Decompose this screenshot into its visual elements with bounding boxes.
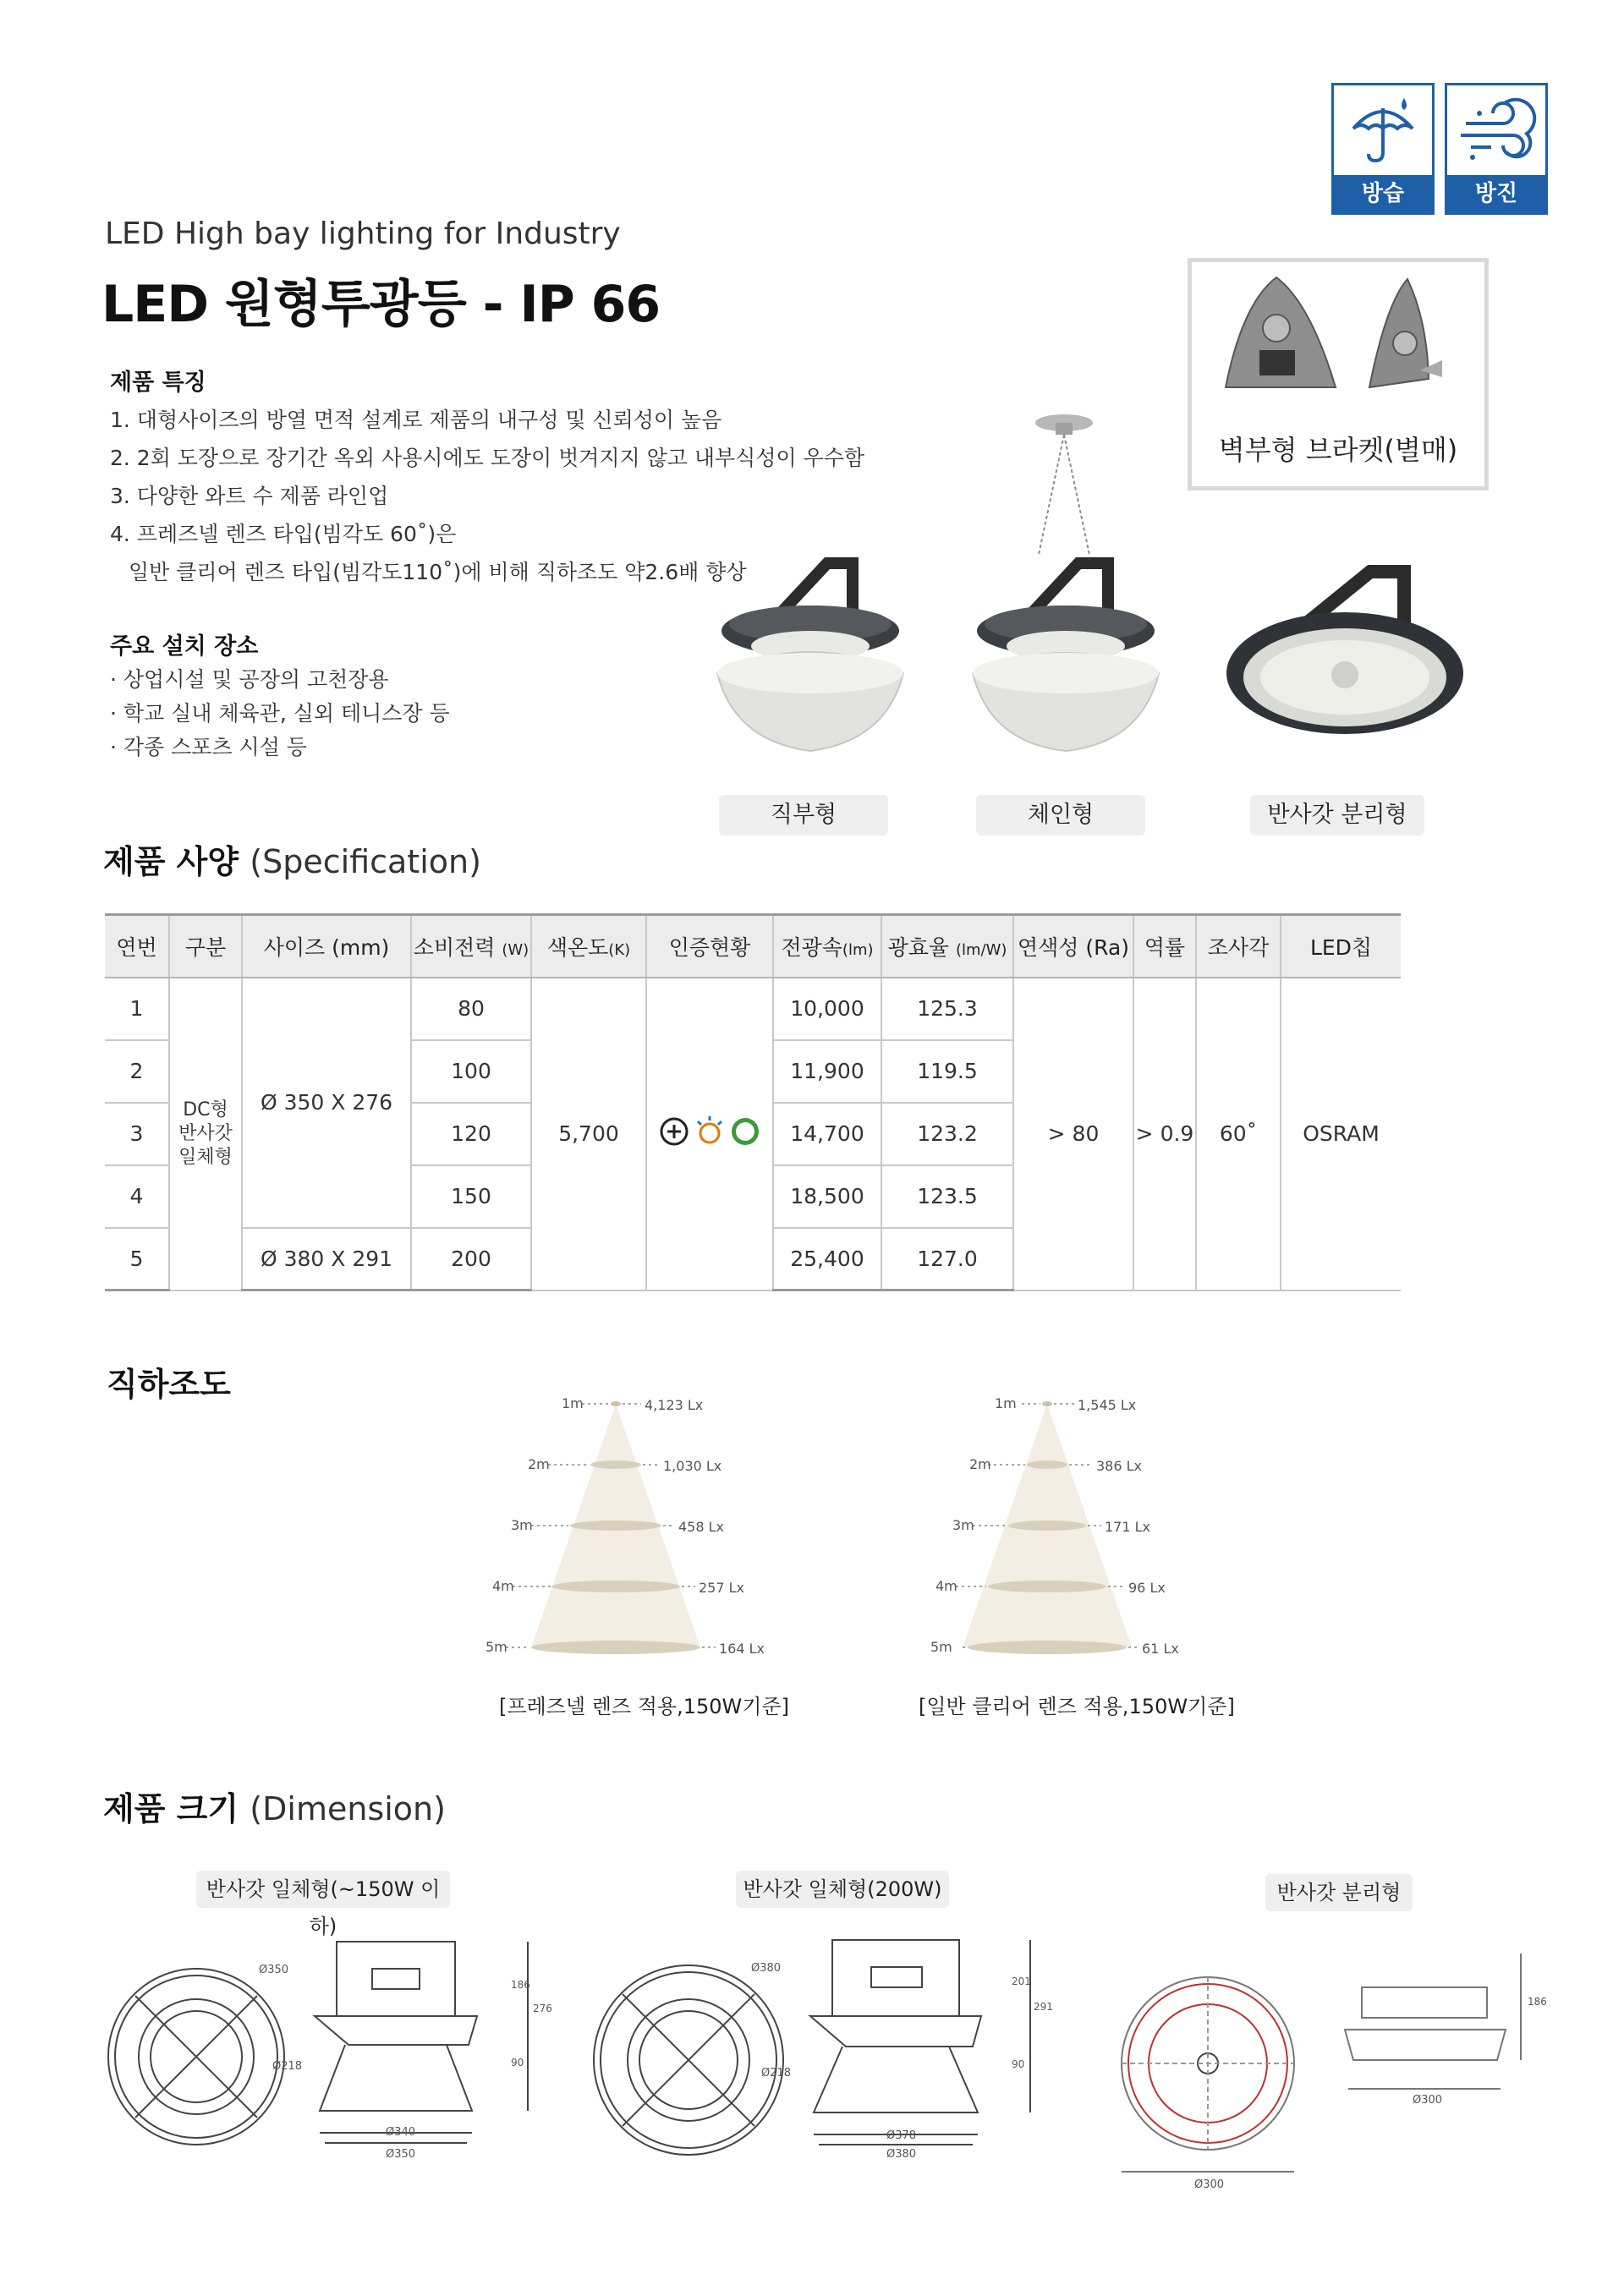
dimension-label: Ø218 xyxy=(761,2067,792,2080)
distance-label: 3m xyxy=(952,1517,974,1533)
list-item: · 각종 스포츠 시설 등 xyxy=(110,735,307,759)
col-header: 광효율 (lm/W) xyxy=(881,915,1013,978)
dimension-label: 90 xyxy=(511,2057,524,2069)
cell-power: 120 xyxy=(411,1103,531,1165)
col-header: 색온도(K) xyxy=(531,915,646,978)
wall-bracket-panel xyxy=(1188,258,1489,490)
col-header: LED칩 xyxy=(1281,915,1401,978)
fresnel-illuminance-cone xyxy=(0,1387,1624,1674)
dimension-label: Ø350 xyxy=(386,2148,416,2161)
dimension-label: Ø380 xyxy=(886,2148,917,2161)
cell-eff: 123.5 xyxy=(881,1165,1013,1228)
cell-chip: OSRAM xyxy=(1281,978,1401,1290)
dimension-label: 186 xyxy=(511,1979,530,1991)
product-label: 체인형 xyxy=(976,795,1145,836)
illuminance-caption: [프레즈넬 렌즈 적용,150W기준] xyxy=(499,1695,789,1718)
badge-label: 방습 xyxy=(1334,175,1432,212)
col-header: 소비전력 (W) xyxy=(411,915,531,978)
product-label: 반사갓 분리형 xyxy=(1250,795,1424,836)
distance-label: 5m xyxy=(930,1639,952,1655)
dimension-heading-en: (Dimension) xyxy=(250,1790,446,1827)
places-heading: 주요 설치 장소 xyxy=(110,633,259,660)
cell-eff: 127.0 xyxy=(881,1228,1013,1290)
distance-label: 4m xyxy=(492,1578,514,1594)
chain-mount-luminaire-image xyxy=(939,411,1193,758)
cell-type: DC형 반사갓 일체형 xyxy=(169,978,242,1290)
cell-flux: 11,900 xyxy=(773,1040,881,1103)
dimension-label: Ø218 xyxy=(272,2060,303,2073)
cell-no: 5 xyxy=(105,1228,169,1290)
product-label: 직부형 xyxy=(719,795,888,836)
distance-label: 3m xyxy=(511,1517,533,1533)
wall-bracket-image xyxy=(1192,269,1484,413)
umbrella-rain-icon xyxy=(1345,93,1421,169)
col-header: 인증현황 xyxy=(646,915,773,978)
lux-label: 386 Lx xyxy=(1096,1458,1143,1474)
dimension-label: Ø350 xyxy=(259,1964,289,1976)
col-header: 연색성 (Ra) xyxy=(1013,915,1133,978)
lux-label: 1,030 Lx xyxy=(663,1458,722,1474)
dimension-drawings xyxy=(0,1920,1624,2173)
spec-heading-ko: 제품 사양 xyxy=(103,843,239,880)
dimension-label: 90 xyxy=(1012,2058,1025,2070)
moisture-proof-badge xyxy=(1331,83,1435,215)
dimension-label: 291 xyxy=(1034,2001,1053,2013)
list-item: 일반 클리어 렌즈 타입(빔각도110˚)에 비해 직하조도 약2.6배 향상 xyxy=(129,560,747,584)
cell-eff: 125.3 xyxy=(881,978,1013,1040)
list-item: 3. 다양한 와트 수 제품 라인업 xyxy=(110,484,389,508)
spec-heading xyxy=(103,836,481,882)
cell-size: Ø 350 X 276 xyxy=(242,978,411,1228)
col-header: 사이즈 (mm) xyxy=(242,915,411,978)
dimension-label: Ø340 xyxy=(386,2126,416,2139)
dimension-heading-ko: 제품 크기 xyxy=(103,1790,239,1827)
distance-label: 2m xyxy=(969,1456,991,1472)
lux-label: 458 Lx xyxy=(678,1519,725,1535)
cell-eff: 123.2 xyxy=(881,1103,1013,1165)
cell-flux: 14,700 xyxy=(773,1103,881,1165)
cell-flux: 18,500 xyxy=(773,1165,881,1228)
cell-beam: 60˚ xyxy=(1196,978,1281,1290)
cell-cert xyxy=(646,978,773,1290)
cell-no: 1 xyxy=(105,978,169,1040)
dimension-label: Ø300 xyxy=(1194,2178,1225,2191)
col-header: 역률 xyxy=(1133,915,1196,978)
col-header: 전광속(lm) xyxy=(773,915,881,978)
cell-power: 200 xyxy=(411,1228,531,1290)
dimension-label: Ø300 xyxy=(1413,2094,1443,2107)
lux-label: 171 Lx xyxy=(1105,1519,1151,1535)
certification-marks-icon xyxy=(657,1113,762,1150)
table-header-row xyxy=(105,915,1401,978)
cell-no: 3 xyxy=(105,1103,169,1165)
detachable-reflector-luminaire-image xyxy=(1218,538,1472,758)
cell-flux: 25,400 xyxy=(773,1228,881,1290)
lux-label: 4,123 Lx xyxy=(645,1397,704,1413)
dimension-label: Ø380 xyxy=(751,1962,782,1975)
page-title: LED 원형투광등 - IP 66 xyxy=(102,275,661,334)
dimension-group-label: 반사갓 일체형(~150W 이하) xyxy=(196,1871,450,1908)
cell-cct: 5,700 xyxy=(531,978,646,1290)
ceiling-mount-luminaire-image xyxy=(683,529,937,758)
dust-wind-icon xyxy=(1454,93,1539,169)
cell-power: 80 xyxy=(411,978,531,1040)
dimension-label: 201 xyxy=(1012,1975,1031,1987)
distance-label: 4m xyxy=(935,1578,957,1594)
page-subtitle: LED High bay lighting for Industry xyxy=(105,216,621,251)
list-item: 4. 프레즈넬 렌즈 타입(빔각도 60˚)은 xyxy=(110,522,457,546)
features-heading: 제품 특징 xyxy=(110,370,206,396)
dimension-label: Ø378 xyxy=(886,2129,917,2142)
cell-no: 2 xyxy=(105,1040,169,1103)
dimension-group-label: 반사갓 분리형 xyxy=(1265,1874,1413,1911)
col-header: 조사각 xyxy=(1196,915,1281,978)
lux-label: 96 Lx xyxy=(1128,1580,1166,1596)
lux-label: 164 Lx xyxy=(719,1641,765,1657)
cell-power: 150 xyxy=(411,1165,531,1228)
dust-proof-badge xyxy=(1445,83,1548,215)
spec-heading-en: (Specification) xyxy=(250,843,481,880)
cell-eff: 119.5 xyxy=(881,1040,1013,1103)
cell-pf: > 0.9 xyxy=(1133,978,1196,1290)
list-item: 2. 2회 도장으로 장기간 옥외 사용시에도 도장이 벗겨지지 않고 내부식성이 우수함 xyxy=(110,446,865,470)
table-row xyxy=(105,978,1401,1040)
cell-no: 4 xyxy=(105,1165,169,1228)
list-item: · 상업시설 및 공장의 고천장용 xyxy=(110,667,389,692)
distance-label: 1m xyxy=(995,1395,1017,1411)
dimension-group-label: 반사갓 일체형(200W) xyxy=(736,1871,949,1908)
col-header: 연번 xyxy=(105,915,169,978)
distance-label: 5m xyxy=(486,1639,508,1655)
badge-label: 방진 xyxy=(1447,175,1545,212)
lux-label: 61 Lx xyxy=(1142,1641,1179,1657)
bracket-caption: 벽부형 브라켓(별매) xyxy=(1218,434,1458,466)
cell-flux: 10,000 xyxy=(773,978,881,1040)
lux-label: 257 Lx xyxy=(699,1580,745,1596)
illuminance-caption: [일반 클리어 렌즈 적용,150W기준] xyxy=(919,1695,1235,1718)
illuminance-heading: 직하조도 xyxy=(107,1366,231,1403)
dimension-label: 276 xyxy=(533,2003,552,2014)
distance-label: 1m xyxy=(562,1395,584,1411)
lux-label: 1,545 Lx xyxy=(1078,1397,1137,1413)
distance-label: 2m xyxy=(528,1456,550,1472)
list-item: 1. 대형사이즈의 방열 면적 설계로 제품의 내구성 및 신뢰성이 높음 xyxy=(110,408,722,432)
col-header: 구분 xyxy=(169,915,242,978)
list-item: · 학교 실내 체육관, 실외 테니스장 등 xyxy=(110,701,450,726)
cell-power: 100 xyxy=(411,1040,531,1103)
dimension-heading xyxy=(103,1783,446,1829)
cell-cri: > 80 xyxy=(1013,978,1133,1290)
spec-table xyxy=(105,913,1401,1291)
cell-size: Ø 380 X 291 xyxy=(242,1228,411,1290)
dimension-label: 186 xyxy=(1528,1996,1547,2008)
places-list xyxy=(110,663,450,764)
